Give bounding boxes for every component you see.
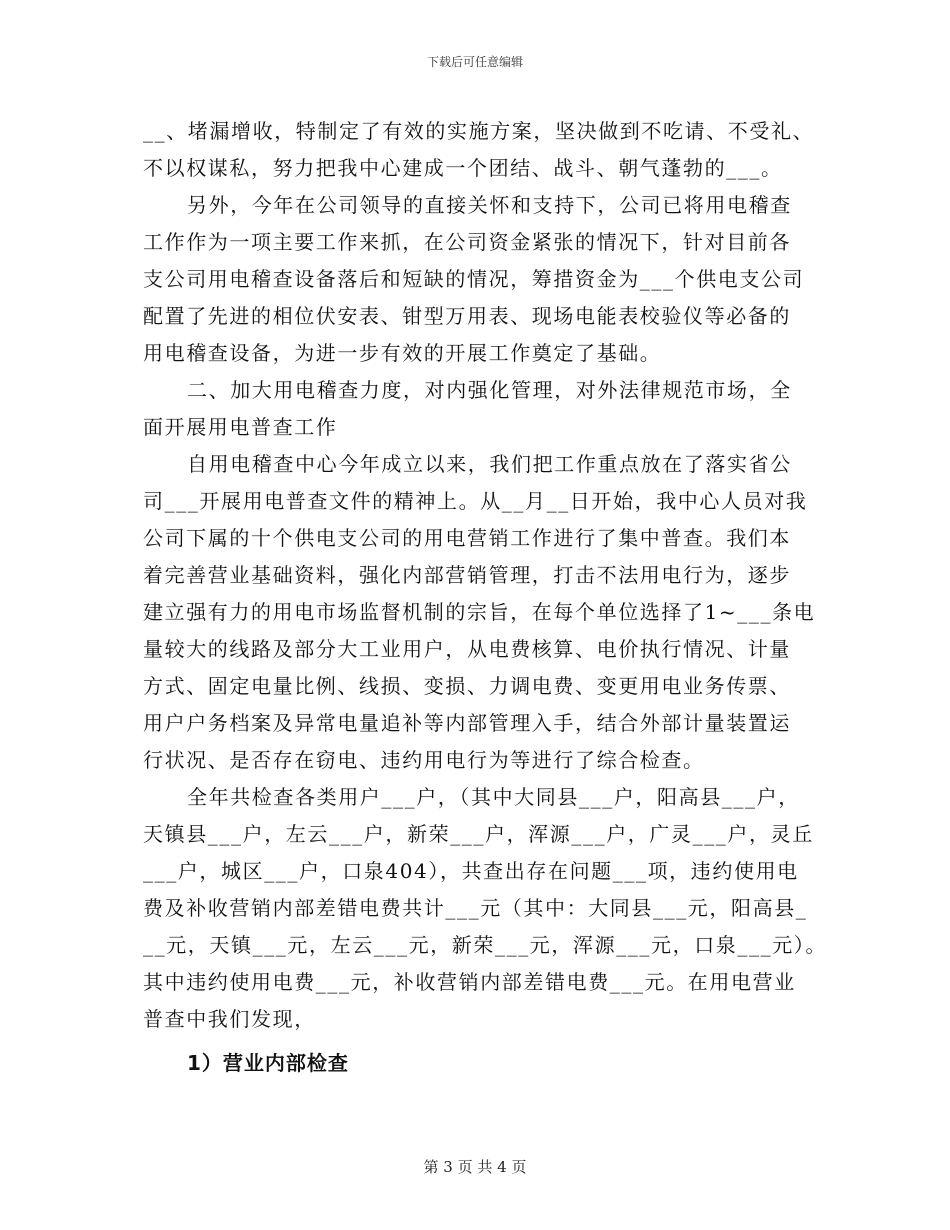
- page-header: 下载后可任意编辑: [426, 55, 523, 69]
- text-line: 普查中我们发现，: [143, 1007, 316, 1031]
- paragraph-start: 自用电稽查中心今年成立以来，我们把工作重点放在了落实省公: [187, 452, 792, 476]
- text-line: 用户户务档案及异常电量追补等内部管理入手，结合外部计量装置运: [143, 711, 791, 735]
- text-line: 公司下属的十个供电支公司的用电营销工作进行了集中普查。我们本: [143, 526, 791, 550]
- document-body: [143, 113, 827, 1088]
- text-line: 其中违约使用电费___元，补收营销内部差错电费___元。在用电营业: [143, 970, 796, 994]
- page-footer: 第 3 页 共 4 页: [423, 1158, 527, 1176]
- text-line: __元，天镇___元，左云___元，新荣___元，浑源___元，口泉___元）。: [143, 933, 827, 957]
- text-line: 司___开展用电普查文件的精神上。从__月__日开始，我中心人员对我: [143, 489, 808, 513]
- text-line: 行状况、是否存在窃电、违约用电行为等进行了综合检查。: [143, 748, 705, 772]
- paragraph-start: 全年共检查各类用户___户，（其中大同县___户，阳高县___户，: [187, 785, 800, 809]
- section-title: 二、加大用电稽查力度，对内强化管理，对外法律规范市场，全: [187, 378, 792, 402]
- text-line: 方式、固定电量比例、线损、变损、力调电费、变更用电业务传票、: [143, 674, 791, 698]
- text-line: 着完善营业基础资料，强化内部营销管理，打击不法用电行为，逐步: [143, 563, 791, 587]
- text-line: 配置了先进的相位伏安表、钳型万用表、现场电能表校验仪等必备的: [143, 304, 791, 328]
- text-line: 量较大的线路及部分大工业用户，从电费核算、电价执行情况、计量: [143, 637, 791, 661]
- text-line: 工作作为一项主要工作来抓，在公司资金紧张的情况下，针对目前各: [143, 230, 791, 254]
- subsection-heading: 1）营业内部检查: [187, 1051, 349, 1075]
- text-line: 费及补收营销内部差错电费共计___元（其中：大同县___元，阳高县_: [143, 896, 808, 920]
- text-line: 面开展用电普查工作: [143, 415, 338, 439]
- text-line: ___户，城区___户，口泉404），共查出存在问题___项，违约使用电: [143, 859, 799, 883]
- text-line: 用电稽查设备，为进一步有效的开展工作奠定了基础。: [143, 341, 662, 365]
- text-line: 天镇县___户，左云___户，新荣___户，浑源___户，广灵___户，灵丘: [143, 822, 814, 846]
- text-line: __、堵漏增收，特制定了有效的实施方案，坚决做到不吃请、不受礼、: [143, 119, 815, 143]
- text-line: 不以权谋私，努力把我中心建成一个团结、战斗、朝气蓬勃的___。: [143, 156, 783, 180]
- text-line: 支公司用电稽查设备落后和短缺的情况，筹措资金为___个供电支公司: [143, 267, 805, 291]
- paragraph-start: 另外，今年在公司领导的直接关怀和支持下，公司已将用电稽查: [187, 193, 792, 217]
- text-line: 建立强有力的用电市场监督机制的宗旨，在每个单位选择了1~___条电: [143, 600, 816, 624]
